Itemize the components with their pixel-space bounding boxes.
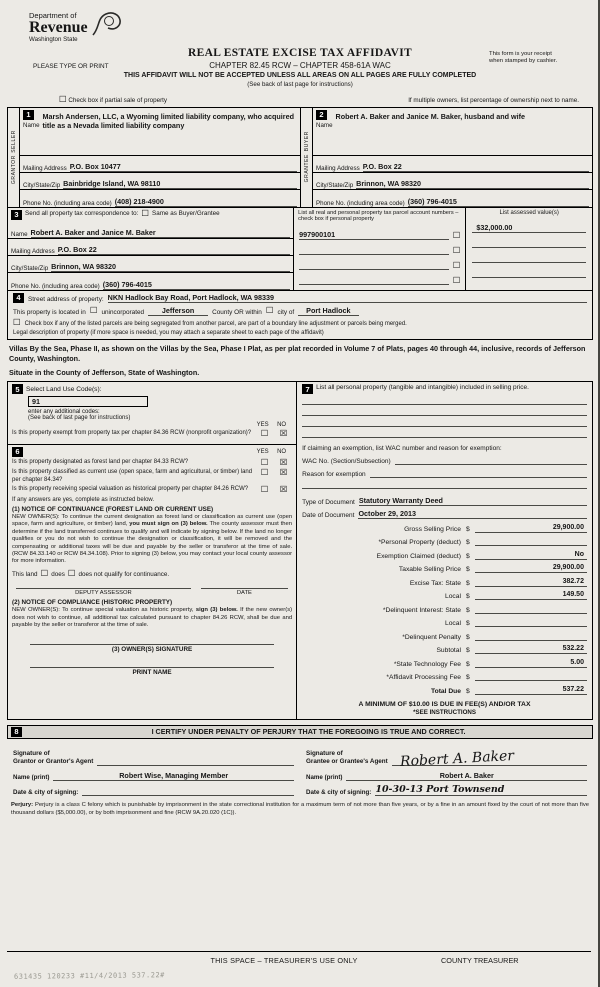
dor-logo-text [29, 11, 88, 43]
certify-statement: I CERTIFY UNDER PENALTY OF PERJURY THAT THE FOREGOING IS TRUE AND CORRECT. [151, 727, 466, 737]
grantee-name-print-label: Name (print) [306, 773, 343, 781]
buyer-city-label: City/State/Zip [316, 181, 354, 189]
warning-line: THIS AFFIDAVIT WILL NOT BE ACCEPTED UNLESS ALL AREAS ON ALL PAGES ARE FULLY COMPLETED [123, 72, 477, 79]
certify-header [7, 725, 593, 739]
parcel-numbers-header: List all real and personal property tax parcel account numbers – check box if personal property [298, 209, 459, 223]
money-value: 29,900.00 [475, 524, 587, 533]
tax-correspondence-box [8, 208, 294, 290]
partial-sale-checkbox[interactable]: ☐ [59, 95, 67, 105]
grantee-date-handwritten-value: 10-30-13 Port Townsend [375, 784, 587, 796]
buyer-mailing-value: P.O. Box 22 [363, 162, 589, 172]
partial-sale-row [59, 96, 167, 105]
parcel-row [294, 225, 465, 240]
historic-question-row [12, 486, 292, 495]
grantor-date-value[interactable] [82, 788, 294, 796]
perjury-label: Perjury: [11, 801, 34, 808]
document-date-value: October 29, 2013 [358, 509, 587, 519]
header [7, 5, 593, 95]
money-row-total-due [302, 681, 587, 695]
buyer-side-label-bottom: GRANTEE [303, 154, 310, 183]
seller-mailing-label: Mailing Address [23, 164, 67, 172]
assessed-values-column [466, 208, 592, 290]
dept-line1: Department of [29, 11, 77, 20]
legal-description-text: Villas By the Sea, Phase II, as shown on the Villas by the Sea, Phase I Plat, as per plat recorded in Volume 7 of Plats, pages 40 through 44, inclusive, records of Jefferson County, Washington. [9, 344, 586, 363]
corr-city-label: City/State/Zip [11, 264, 49, 272]
buyer-name-label: Name [316, 121, 333, 129]
money-value[interactable] [475, 672, 587, 681]
notice-compliance-body [12, 607, 292, 629]
money-label: Subtotal [436, 647, 461, 655]
grantee-name-row [306, 766, 587, 781]
grantor-signature-cell [7, 739, 300, 796]
money-label: Taxable Selling Price [398, 566, 461, 574]
document-type-row [302, 493, 587, 506]
money-label: Gross Selling Price [404, 525, 461, 533]
minimum-fee-note: A MINIMUM OF $10.00 IS DUE IN FEE(S) AND/OR TAX [358, 700, 531, 708]
assessed-value [472, 269, 586, 278]
city-checkbox[interactable]: ☐ [265, 306, 274, 316]
money-label: *Personal Property (deduct) [378, 539, 461, 547]
seller-name-row [20, 108, 300, 156]
personal-property-checkbox[interactable]: ☐ [452, 230, 461, 241]
reason-row [302, 465, 587, 478]
see-back-note: (See back of last page for instructions) [28, 415, 131, 422]
grantee-name-print-value: Robert A. Baker [346, 771, 587, 781]
money-row-taxable [302, 560, 587, 574]
notice-continuance-body [12, 514, 292, 566]
seller-box [8, 108, 300, 207]
segregated-checkbox[interactable]: ☐ [13, 317, 21, 328]
section-3 [7, 207, 593, 291]
money-row-gross [302, 519, 587, 533]
personal-property-line[interactable] [302, 416, 587, 427]
nonprofit-no-checkbox[interactable]: ☒ [279, 429, 288, 440]
top-row [7, 95, 593, 107]
yes-no-header [12, 422, 292, 428]
seller-main [20, 108, 300, 207]
unincorporated-checkbox[interactable]: ☐ [89, 306, 98, 316]
assessed-value-row [466, 218, 592, 233]
section-3-badge: 3 [11, 210, 22, 220]
grantee-signature-row [306, 742, 587, 770]
money-row-personal [302, 533, 587, 547]
dollar-sign: $ [465, 579, 470, 587]
parties-section [7, 107, 593, 208]
signatures-grid [7, 739, 593, 796]
money-row-processing-fee [302, 668, 587, 682]
located-pre-label: This property is located in [13, 308, 86, 316]
dept-line3: Washington State [29, 36, 78, 43]
section-8-badge: 8 [11, 727, 22, 737]
seller-mailing-row [20, 156, 300, 173]
assessed-value-row [466, 233, 592, 248]
dollar-sign: $ [465, 674, 470, 682]
money-label: *Affidavit Processing Fee [386, 674, 461, 682]
money-value[interactable] [475, 537, 587, 546]
money-label: *Delinquent Penalty [402, 633, 461, 641]
personal-property-line[interactable] [302, 405, 587, 416]
current-use-question-row [12, 469, 292, 484]
does-label: does [51, 570, 65, 578]
date-label: DATE [201, 588, 288, 596]
money-label: *Delinquent Interest: State [382, 606, 461, 614]
see-instructions-note: *SEE INSTRUCTIONS [413, 708, 476, 716]
grantor-signature-row [13, 742, 294, 766]
money-value: 537.22 [475, 686, 587, 695]
exemption-note: If claiming an exemption, list WAC number and reason for exemption: [302, 445, 502, 453]
no-column-label: NO [277, 422, 287, 429]
cashier-receipt-stamp: 631435 120233 #11/4/2013 537.22# [13, 971, 165, 981]
notice2-post: If the new owner(s) does not wish to continue, all additional tax calculated pursuant to chapter 84.26 RCW, shall be due and payable by the seller or transferor at the time of sale. [12, 607, 293, 629]
corr-mailing-label: Mailing Address [11, 247, 55, 255]
seller-city-label: City/State/Zip [23, 181, 61, 189]
signature-of-label: Signature of [306, 750, 343, 758]
document-type-value: Statutory Warranty Deed [359, 496, 587, 506]
signature-of-label: Signature of [13, 750, 50, 758]
assessed-value [472, 254, 586, 263]
corr-city-row [8, 256, 293, 273]
money-value[interactable] [475, 605, 587, 614]
parcel-number-value: 997900101 [299, 230, 449, 240]
grantor-date-row [13, 781, 294, 796]
document-date-label: Date of Document [302, 512, 355, 520]
buyer-mailing-row [313, 156, 592, 173]
buyer-phone-value: (360) 796-4015 [408, 197, 589, 207]
located-in-row [13, 306, 587, 316]
please-type-or-print: PLEASE TYPE OR PRINT [33, 63, 109, 70]
money-label: Local [444, 620, 461, 628]
nonprofit-question-row [12, 430, 292, 439]
corr-phone-row [8, 273, 293, 290]
parcel-number-value [299, 246, 449, 255]
section-6-header [12, 447, 292, 457]
wac-label: WAC No. (Section/Subsection) [302, 458, 391, 466]
wac-row [302, 452, 587, 465]
dollar-sign: $ [465, 660, 470, 668]
seller-phone-value: (408) 218-4900 [115, 197, 297, 207]
dollar-sign: $ [465, 525, 470, 533]
parcel-row [294, 240, 465, 255]
section-8 [7, 725, 593, 796]
buyer-name-row [313, 108, 592, 156]
notice1-pre: NEW OWNER(S): To continue the current designation as forest land or classification as current use (open space, farm and agriculture, or timber) land, [12, 513, 293, 528]
current-use-no-checkbox[interactable]: ☒ [279, 468, 288, 479]
buyer-phone-row [313, 190, 592, 207]
deputy-assessor-label: DEPUTY ASSESSOR [16, 588, 191, 596]
money-label: Total Due [431, 687, 461, 695]
perjury-clause [11, 802, 589, 817]
grantor-signature-field[interactable] [97, 748, 294, 766]
receipt-note-line2: when stamped by cashier. [489, 58, 558, 65]
section-6 [8, 445, 296, 680]
owners-signature-line[interactable] [30, 644, 274, 645]
nonprofit-yes-checkbox[interactable]: ☐ [260, 429, 269, 440]
buyer-mailing-label: Mailing Address [316, 164, 360, 172]
personal-property-checkbox[interactable]: ☐ [452, 245, 461, 256]
personal-property-line[interactable] [302, 394, 587, 405]
historic-question: Is this property receiving special valuation as historical property per chapter 84.26 RCW? [12, 486, 249, 493]
corr-name-label: Name [11, 230, 28, 238]
middle-columns [7, 381, 593, 720]
money-row-delinq-interest-state [302, 600, 587, 614]
section-5-badge: 5 [12, 384, 23, 394]
seller-side-label-top: SELLER [10, 129, 17, 153]
notice2-bold: sign (3) below. [195, 607, 238, 614]
reason-value[interactable] [370, 470, 587, 478]
corr-name-value: Robert A. Baker and Janice M. Baker [31, 228, 291, 238]
corr-mailing-row [8, 239, 293, 256]
notice-continuance-title: (1) NOTICE OF CONTINUANCE (FOREST LAND OR CURRENT USE) [12, 505, 214, 513]
no-column-label: NO [277, 449, 287, 456]
personal-property-checkbox[interactable]: ☐ [452, 260, 461, 271]
assessed-value [472, 239, 586, 248]
money-label: *State Technology Fee [393, 660, 461, 668]
money-row-excise-local [302, 587, 587, 601]
personal-property-title: List all personal property (tangible and intangible) included in selling price. [316, 384, 529, 392]
parcel-number-value [299, 261, 449, 270]
dollar-sign: $ [465, 539, 470, 547]
affidavit-form [7, 5, 593, 817]
seller-name-value: Marsh Andersen, LLC, a Wyoming limited liability company, who acquired title as a Nevada limited liability company [42, 111, 294, 130]
notice1-post: The county assessor must then determine if the land transferred continues to qualify and will indicate by signing below. If the land no longer qualifies or you do not wish to continue the designation or classification, it will be removed and the compensating or additional taxes will be due and payable by the seller or transferor at the time of sale. (RCW 84.33.140 or RCW 84.34.108). Prior to signing (3) below, you may contact your local county assessor for more information. [12, 521, 293, 565]
corr-mailing-value: P.O. Box 22 [58, 245, 290, 255]
dor-logo [29, 11, 123, 43]
same-as-buyer-checkbox[interactable]: ☐ [141, 208, 150, 219]
section-4-badge: 4 [13, 293, 24, 303]
buyer-phone-label: Phone No. (including area code) [316, 199, 405, 207]
grantor-date-label: Date & city of signing: [13, 788, 79, 796]
assessed-value-row [466, 263, 592, 278]
money-value[interactable] [475, 618, 587, 627]
section-5 [8, 382, 296, 445]
multiple-owners-note: If multiple owners, list percentage of ownership next to name. [408, 96, 579, 104]
street-address-row [13, 293, 587, 303]
segregated-label: Check box if any of the listed parcels are being segregated from another parcel, are part of a boundary line adjustment or parcels being merged. [24, 321, 407, 327]
grantee-agent-label: Grantee or Grantee's Agent [306, 758, 388, 766]
section-3-header [8, 208, 293, 222]
grantee-date-label: Date & city of signing: [306, 788, 372, 796]
seller-phone-label: Phone No. (including area code) [23, 199, 112, 207]
dollar-sign: $ [465, 633, 470, 641]
money-value: No [475, 551, 587, 560]
yes-no-header [254, 449, 292, 455]
grantor-name-print-value: Robert Wise, Managing Member [53, 771, 294, 781]
forest-land-question-row [12, 459, 292, 468]
assessed-value: $32,000.00 [472, 223, 586, 233]
county-or-within-label: County OR within [212, 308, 262, 316]
print-name-label: PRINT NAME [132, 668, 172, 676]
money-value: 29,900.00 [475, 564, 587, 573]
grantor-name-print-label: Name (print) [13, 773, 50, 781]
segregated-row [13, 319, 587, 328]
grantee-signature-label [306, 750, 388, 766]
grantor-agent-label: Grantor or Grantor's Agent [13, 758, 94, 766]
personal-property-line[interactable] [302, 427, 587, 438]
section-1-badge: 1 [23, 110, 34, 120]
nonprofit-question: Is this property exempt from property tax per chapter 84.36 RCW (nonprofit organization)? [12, 430, 252, 437]
additional-codes-label: enter any additional codes: [28, 409, 100, 416]
corr-city-value: Brinnon, WA 98320 [51, 262, 290, 272]
forest-no-checkbox[interactable]: ☒ [279, 457, 288, 468]
print-name-line[interactable] [30, 667, 274, 668]
seller-name-label-col [23, 110, 40, 153]
money-label: Local [444, 593, 461, 601]
document-date-row [302, 506, 587, 519]
yes-column-label: YES [256, 449, 269, 456]
money-row-delinq-penalty [302, 627, 587, 641]
parcel-numbers-column [294, 208, 466, 290]
receipt-note-line1: This form is your receipt [489, 51, 552, 57]
washington-flag-icon [91, 11, 123, 42]
situate-text: Situate in the County of Jefferson, State of Washington. [9, 368, 200, 378]
seller-phone-row [20, 190, 300, 207]
grantee-date-row [306, 781, 587, 796]
money-value: 532.22 [475, 645, 587, 654]
money-row-subtotal [302, 641, 587, 655]
legal-description-label: Legal description of property (if more space is needed, you may attach a separate sheet to each page of the affidavit) [13, 330, 324, 336]
grantee-signature-cell [300, 739, 593, 796]
money-row-exemption [302, 546, 587, 560]
money-row-excise-state [302, 573, 587, 587]
personal-property-checkbox[interactable]: ☐ [452, 275, 461, 286]
assessed-values-header: List assessed value(s) [499, 209, 559, 216]
dollar-sign: $ [465, 552, 470, 560]
corr-phone-label: Phone No. (including area code) [11, 282, 100, 290]
buyer-city-value: Brinnon, WA 98320 [356, 179, 589, 189]
seller-city-row [20, 173, 300, 190]
land-use-code-field[interactable]: 91 [28, 396, 148, 407]
buyer-main [313, 108, 592, 207]
money-value: 5.00 [475, 659, 587, 668]
notice2-pre: NEW OWNER(S): To continue special valuation as historic property, [12, 607, 196, 614]
dept-line2: Revenue [29, 19, 88, 36]
money-value[interactable] [475, 632, 587, 641]
historic-no-checkbox[interactable]: ☒ [279, 485, 288, 496]
current-use-yes-checkbox[interactable]: ☐ [260, 468, 269, 479]
forest-land-question: Is this property designated as forest land per chapter 84.33 RCW? [12, 458, 189, 465]
does-not-label: does not qualify for continuance. [78, 570, 170, 578]
dollar-sign: $ [465, 593, 470, 601]
street-address-value: NKN Hadlock Bay Road, Port Hadlock, WA 98339 [108, 293, 587, 303]
grantor-name-row [13, 766, 294, 781]
parcel-row [294, 270, 465, 285]
dollar-sign: $ [465, 647, 470, 655]
buyer-city-row [313, 173, 592, 190]
corr-phone-value: (360) 796-4015 [103, 280, 290, 290]
reason-extra-line[interactable] [302, 478, 587, 489]
money-value: 149.50 [475, 591, 587, 600]
see-back-line: (See back of last page for instructions) [247, 81, 353, 88]
dollar-sign: $ [465, 606, 470, 614]
does-checkbox[interactable]: ☐ [40, 568, 49, 579]
section-7-badge: 7 [302, 384, 313, 394]
same-as-buyer-label: Same as Buyer/Grantee [152, 209, 220, 217]
money-label: Excise Tax: State [409, 579, 461, 587]
corr-name-row [8, 222, 293, 239]
if-yes-note: If any answers are yes, complete as instructed below. [12, 496, 155, 503]
this-land-label: This land [12, 570, 38, 578]
notice1-bold: you must sign on (3) below. [129, 521, 208, 528]
left-column [8, 382, 297, 719]
seller-city-value: Bainbridge Island, WA 98110 [63, 179, 297, 189]
seller-name-label: Name [23, 121, 40, 129]
section-5-header [12, 384, 292, 394]
dollar-sign: $ [465, 687, 470, 695]
assessed-value-row [466, 248, 592, 263]
unincorporated-label: unincorporated [101, 308, 145, 316]
section-6-badge: 6 [12, 447, 23, 457]
seller-side-label-bottom: GRANTOR [10, 155, 17, 185]
yes-column-label: YES [256, 422, 269, 429]
current-use-question: Is this property classified as current use (open space, farm and agricultural, or timber) land per chapter 84.34? [12, 469, 253, 483]
historic-yes-checkbox[interactable]: ☐ [260, 485, 269, 496]
county-treasurer-label: COUNTY TREASURER [441, 956, 519, 965]
section-7 [297, 382, 592, 719]
buyer-name-value: Robert A. Baker and Janice M. Baker, husband and wife [335, 111, 525, 121]
continuance-qualify-row [12, 570, 292, 579]
partial-sale-label: Check box if partial sale of property [68, 97, 168, 104]
buyer-name-label-col [316, 110, 333, 153]
money-value: 382.72 [475, 578, 587, 587]
section-7-header [302, 384, 587, 394]
section-2-badge: 2 [316, 110, 327, 120]
seller-mailing-value: P.O. Box 10477 [70, 162, 297, 172]
wac-value[interactable] [395, 457, 587, 465]
city-value: Port Hadlock [298, 306, 358, 316]
section-4 [7, 290, 593, 341]
document-type-label: Type of Document [302, 499, 355, 507]
deputy-assessor-row [16, 588, 288, 596]
land-use-title: Select Land Use Code(s): [26, 385, 102, 393]
street-address-label: Street address of property: [28, 295, 104, 303]
dollar-sign: $ [465, 620, 470, 628]
buyer-side-strip [301, 108, 313, 207]
parcel-number-value [299, 276, 449, 285]
county-value: Jefferson [148, 306, 208, 316]
form-title: REAL ESTATE EXCISE TAX AFFIDAVIT [188, 47, 412, 59]
buyer-side-label-top: BUYER [303, 131, 310, 152]
grantee-handwritten-signature: Robert A. Baker [399, 747, 515, 770]
owners-signature-label: (3) OWNER(S) SIGNATURE [111, 645, 193, 653]
money-row-tech-fee [302, 654, 587, 668]
dollar-sign: $ [465, 566, 470, 574]
notice-compliance-title: (2) NOTICE OF COMPLIANCE (HISTORIC PROPERTY) [12, 599, 173, 607]
does-not-checkbox[interactable]: ☐ [67, 568, 76, 579]
parcel-row [294, 255, 465, 270]
seller-side-strip [8, 108, 20, 207]
send-correspondence-label: Send all property tax correspondence to: [25, 209, 139, 217]
city-of-label: city of [277, 308, 295, 316]
chapter-line: CHAPTER 82.45 RCW – CHAPTER 458-61A WAC [209, 61, 391, 70]
money-label: Exemption Claimed (deduct) [376, 552, 461, 560]
buyer-box [300, 108, 592, 207]
money-row-delinq-interest-local [302, 614, 587, 628]
grantor-signature-label [13, 750, 93, 766]
reason-label: Reason for exemption [302, 471, 366, 479]
perjury-text: Perjury is a class C felony which is punishable by imprisonment in the state correctional institution for a maximum term of not more than five years, or by a fine in an amount fixed by the court of not more than five thousand dollars ($5,000.00), or by both imprisonment and fine (RCW 9A.20.020 (1C)). [11, 801, 589, 816]
forest-yes-checkbox[interactable]: ☐ [260, 457, 269, 468]
treasurer-space-label: THIS SPACE – TREASURER'S USE ONLY [210, 956, 358, 965]
grantee-signature-field[interactable] [392, 747, 587, 770]
